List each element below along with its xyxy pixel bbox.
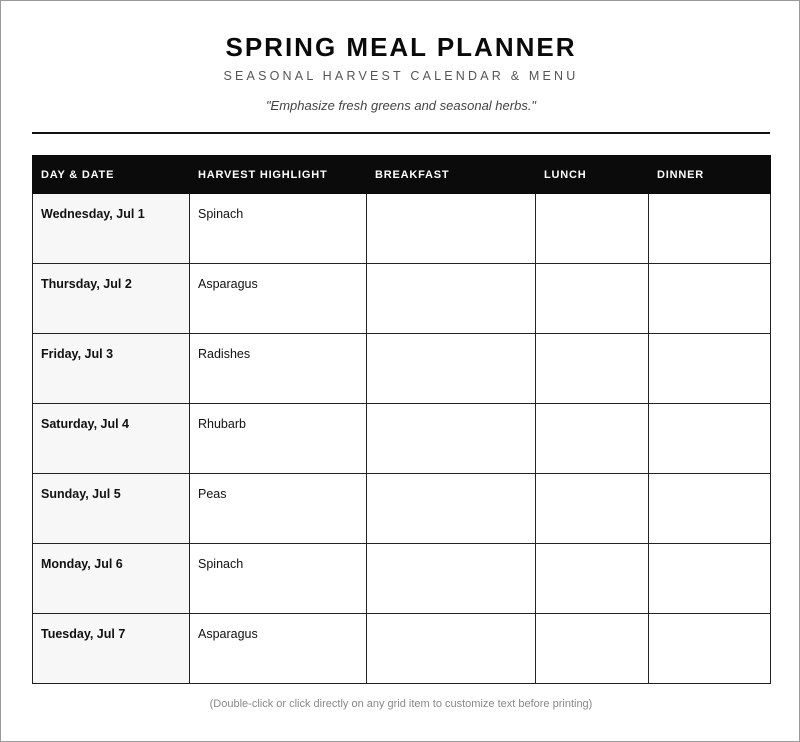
lunch-cell[interactable] xyxy=(536,264,649,334)
day-cell[interactable]: Monday, Jul 6 xyxy=(33,544,190,614)
dinner-cell[interactable] xyxy=(649,264,771,334)
lunch-cell[interactable] xyxy=(536,404,649,474)
day-cell[interactable]: Wednesday, Jul 1 xyxy=(33,194,190,264)
column-header-lunch: LUNCH xyxy=(536,156,649,194)
lunch-cell[interactable] xyxy=(536,474,649,544)
column-header-dinner: DINNER xyxy=(649,156,771,194)
lunch-cell[interactable] xyxy=(536,334,649,404)
dinner-cell[interactable] xyxy=(649,474,771,544)
breakfast-cell[interactable] xyxy=(367,264,536,334)
harvest-cell[interactable]: Spinach xyxy=(190,194,367,264)
breakfast-cell[interactable] xyxy=(367,404,536,474)
page-title: SPRING MEAL PLANNER xyxy=(225,32,577,62)
column-header-day: DAY & DATE xyxy=(33,156,190,194)
dinner-cell[interactable] xyxy=(649,334,771,404)
lunch-cell[interactable] xyxy=(536,544,649,614)
day-cell[interactable]: Sunday, Jul 5 xyxy=(33,474,190,544)
harvest-cell[interactable]: Rhubarb xyxy=(190,404,367,474)
harvest-cell[interactable]: Peas xyxy=(190,474,367,544)
dinner-cell[interactable] xyxy=(649,404,771,474)
planner-quote[interactable]: "Emphasize fresh greens and seasonal herbs." xyxy=(265,98,537,113)
column-header-harvest: HARVEST HIGHLIGHT xyxy=(190,156,367,194)
day-cell[interactable]: Thursday, Jul 2 xyxy=(33,264,190,334)
page-subtitle: SEASONAL HARVEST CALENDAR & MENU xyxy=(223,69,579,83)
day-cell[interactable]: Friday, Jul 3 xyxy=(33,334,190,404)
table-row xyxy=(33,614,771,684)
table-row xyxy=(33,334,771,404)
table-row xyxy=(33,404,771,474)
dinner-cell[interactable] xyxy=(649,614,771,684)
header-divider xyxy=(32,132,770,134)
column-header-breakfast: BREAKFAST xyxy=(367,156,536,194)
harvest-cell[interactable]: Asparagus xyxy=(190,614,367,684)
table-row xyxy=(33,544,771,614)
breakfast-cell[interactable] xyxy=(367,474,536,544)
grid-header-row xyxy=(33,156,771,194)
lunch-cell[interactable] xyxy=(536,194,649,264)
table-row xyxy=(33,474,771,544)
day-cell[interactable]: Tuesday, Jul 7 xyxy=(33,614,190,684)
table-row xyxy=(33,194,771,264)
dinner-cell[interactable] xyxy=(649,544,771,614)
breakfast-cell[interactable] xyxy=(367,614,536,684)
harvest-cell[interactable]: Spinach xyxy=(190,544,367,614)
day-cell[interactable]: Saturday, Jul 4 xyxy=(33,404,190,474)
breakfast-cell[interactable] xyxy=(367,334,536,404)
breakfast-cell[interactable] xyxy=(367,194,536,264)
harvest-cell[interactable]: Radishes xyxy=(190,334,367,404)
breakfast-cell[interactable] xyxy=(367,544,536,614)
meal-grid xyxy=(32,155,771,684)
lunch-cell[interactable] xyxy=(536,614,649,684)
harvest-cell[interactable]: Asparagus xyxy=(190,264,367,334)
dinner-cell[interactable] xyxy=(649,194,771,264)
table-row xyxy=(33,264,771,334)
print-hint: (Double-click or click directly on any grid item to customize text before printing) xyxy=(209,698,593,710)
